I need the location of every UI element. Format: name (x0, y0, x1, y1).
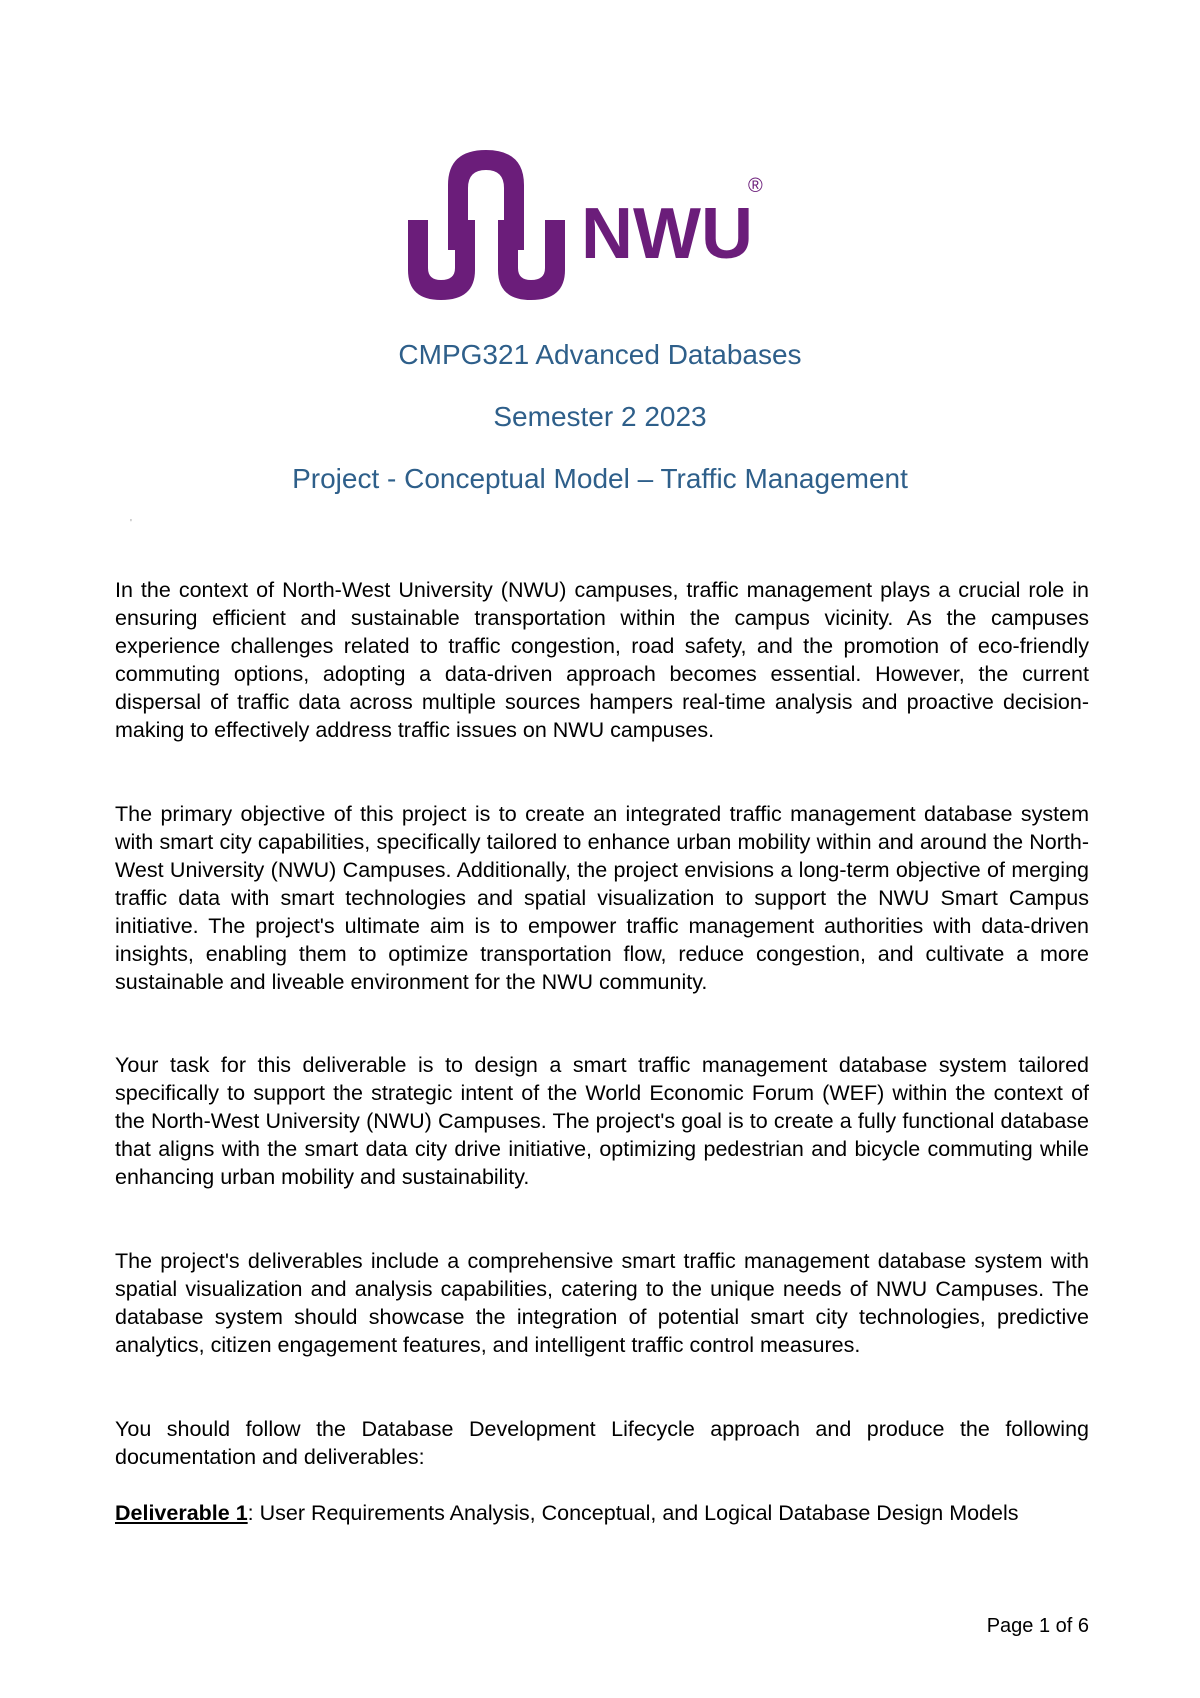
deliverable-1 (115, 1499, 1089, 1527)
paragraph-lifecycle (115, 1415, 1089, 1471)
paragraph-deliverables (115, 1247, 1089, 1359)
registered-mark: ® (748, 175, 763, 197)
deliverable-1-label: Deliverable 1 (115, 1501, 248, 1525)
paragraph-3-text: Your task for this deliverable is to design a smart traffic management database system tailored specifically to support the strategic intent of the World Economic Forum (WEF) within the context of the North-West University (NWU) Campuses. The project's goal is to create a fully functional database that aligns with the smart data city drive initiative, optimizing pedestrian and bicycle commuting while enhancing urban mobility and sustainability. (115, 1053, 1089, 1189)
paragraph-1-text: In the context of North-West University (NWU) campuses, traffic management plays a crucial role in ensuring efficient and sustainable transportation within the campus vicinity. As the campuses experience challenges related to traffic congestion, road safety, and the promotion of eco-friendly commuting options, adopting a data-driven approach becomes essential. However, the current dispersal of traffic data across multiple sources hampers real-time analysis and proactive decision-making to effectively address traffic issues on NWU campuses. (115, 578, 1089, 742)
paragraph-task (115, 1051, 1089, 1191)
semester-title: Semester 2 2023 (493, 401, 707, 432)
page-number: Page 1 of 6 (986, 1615, 1089, 1637)
paragraph-2-text: The primary objective of this project is to create an integrated traffic management database system with smart city capabilities, specifically tailored to enhance urban mobility within and around the North-West University (NWU) Campuses. Additionally, the project envisions a long-term objective of merging traffic data with smart technologies and spatial visualization to support the NWU Smart Campus initiative. The project's ultimate aim is to empower traffic management authorities with data-driven insights, enabling them to optimize transportation flow, reduce congestion, and cultivate a more sustainable and liveable environment for the NWU community. (115, 802, 1089, 994)
paragraph-5-text: You should follow the Database Development Lifecycle approach and produce the following documentation and deliverables: (115, 1417, 1089, 1469)
deliverable-1-line (115, 1499, 1089, 1527)
nwu-logo-graphic (403, 140, 798, 310)
nwu-logo (403, 140, 798, 310)
stray-mark: ' (130, 518, 132, 529)
logo-wordmark: NWU (581, 194, 753, 274)
paragraph-context (115, 576, 1089, 744)
project-title: Project - Conceptual Model – Traffic Management (292, 463, 908, 494)
paragraph-objective (115, 800, 1089, 996)
course-title: CMPG321 Advanced Databases (398, 339, 802, 370)
paragraph-4-text: The project's deliverables include a comprehensive smart traffic management database system with spatial visualization and analysis capabilities, catering to the unique needs of NWU Campuses. The database system should showcase the integration of potential smart city technologies, predictive analytics, citizen engagement features, and intelligent traffic control measures. (115, 1249, 1089, 1357)
deliverable-1-text: : User Requirements Analysis, Conceptual, and Logical Database Design Models (247, 1501, 1019, 1525)
